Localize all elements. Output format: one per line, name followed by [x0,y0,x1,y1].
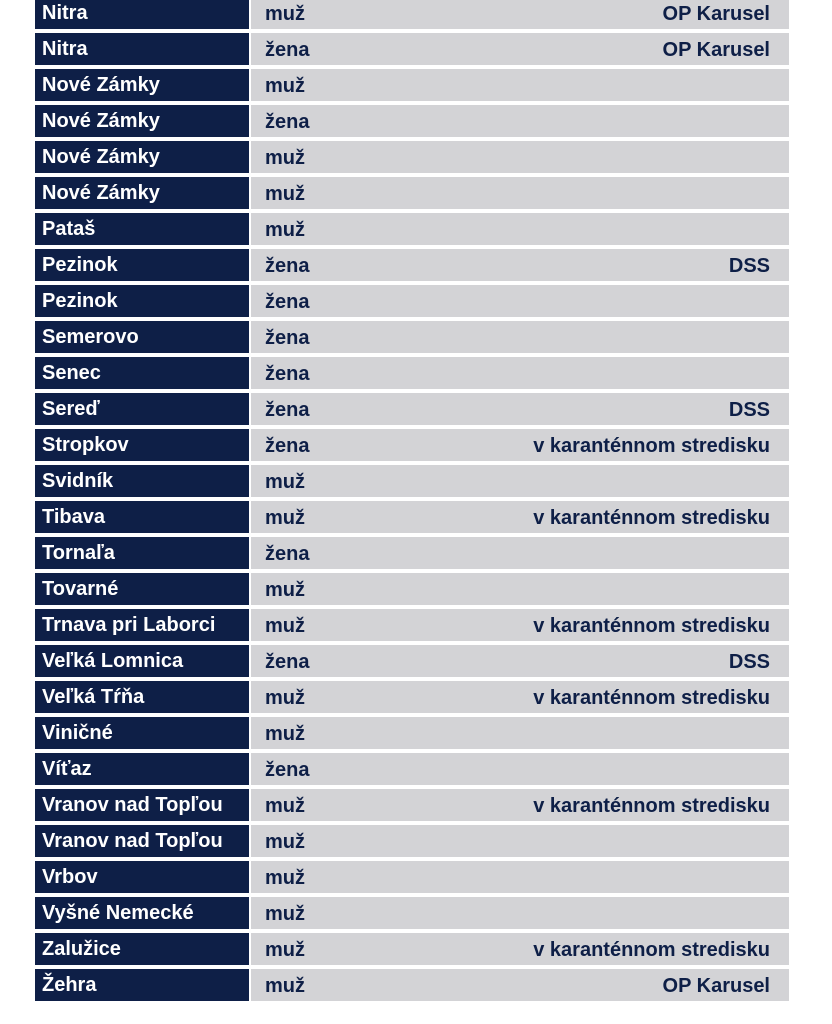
note-cell [451,717,789,749]
city-cell: Nové Zámky [35,105,249,137]
table-row [35,393,789,425]
table-row [35,141,789,173]
city-cell: Nové Zámky [35,141,249,173]
city-cell: Nitra [35,0,249,29]
table-row [35,861,789,893]
data-table [35,0,789,1005]
table-row [35,105,789,137]
table-row [35,33,789,65]
note-cell [451,537,789,569]
table-row [35,321,789,353]
city-cell: Viničné [35,717,249,749]
city-cell: Nové Zámky [35,177,249,209]
gender-cell: žena [251,357,451,389]
city-cell: Semerovo [35,321,249,353]
note-cell [451,321,789,353]
note-cell [451,213,789,245]
gender-cell: muž [251,681,451,713]
table-row [35,753,789,785]
table-row [35,69,789,101]
gender-cell: muž [251,69,451,101]
note-cell [451,177,789,209]
table-row [35,177,789,209]
table-row [35,501,789,533]
gender-cell: muž [251,501,451,533]
note-cell: DSS [451,249,789,281]
city-cell: Tornaľa [35,537,249,569]
gender-cell: žena [251,321,451,353]
note-cell [451,861,789,893]
table-row [35,681,789,713]
gender-cell: žena [251,285,451,317]
note-cell [451,465,789,497]
gender-cell: muž [251,465,451,497]
city-cell: Vranov nad Topľou [35,825,249,857]
note-cell: OP Karusel [451,0,789,29]
table-row [35,429,789,461]
gender-cell: žena [251,105,451,137]
note-cell: v karanténnom stredisku [451,429,789,461]
city-cell: Nitra [35,33,249,65]
note-cell [451,105,789,137]
gender-cell: muž [251,969,451,1001]
city-cell: Pezinok [35,249,249,281]
note-cell [451,285,789,317]
note-cell: OP Karusel [451,969,789,1001]
note-cell: OP Karusel [451,33,789,65]
table-row [35,213,789,245]
city-cell: Senec [35,357,249,389]
gender-cell: muž [251,789,451,821]
gender-cell: žena [251,753,451,785]
city-cell: Stropkov [35,429,249,461]
gender-cell: žena [251,537,451,569]
city-cell: Svidník [35,465,249,497]
table-row [35,357,789,389]
gender-cell: muž [251,897,451,929]
city-cell: Trnava pri Laborci [35,609,249,641]
note-cell [451,69,789,101]
table-row [35,825,789,857]
note-cell: DSS [451,645,789,677]
table-row [35,717,789,749]
gender-cell: muž [251,213,451,245]
city-cell: Tovarné [35,573,249,605]
city-cell: Vyšné Nemecké [35,897,249,929]
gender-cell: žena [251,645,451,677]
note-cell [451,357,789,389]
city-cell: Veľká Lomnica [35,645,249,677]
note-cell: v karanténnom stredisku [451,681,789,713]
note-cell [451,825,789,857]
city-cell: Pezinok [35,285,249,317]
table-row [35,897,789,929]
gender-cell: muž [251,177,451,209]
note-cell [451,573,789,605]
note-cell: v karanténnom stredisku [451,789,789,821]
gender-cell: muž [251,933,451,965]
city-cell: Zalužice [35,933,249,965]
note-cell [451,753,789,785]
table-row [35,249,789,281]
city-cell: Veľká Tŕňa [35,681,249,713]
table-row [35,645,789,677]
city-cell: Pataš [35,213,249,245]
note-cell: DSS [451,393,789,425]
gender-cell: žena [251,249,451,281]
gender-cell: žena [251,429,451,461]
gender-cell: muž [251,825,451,857]
gender-cell: muž [251,141,451,173]
table-row [35,465,789,497]
city-cell: Vranov nad Topľou [35,789,249,821]
table-row [35,537,789,569]
table-row [35,609,789,641]
table-row [35,285,789,317]
gender-cell: žena [251,393,451,425]
table-row [35,0,789,29]
city-cell: Žehra [35,969,249,1001]
gender-cell: žena [251,33,451,65]
gender-cell: muž [251,609,451,641]
table-row [35,573,789,605]
table-row [35,933,789,965]
city-cell: Víťaz [35,753,249,785]
gender-cell: muž [251,573,451,605]
note-cell [451,141,789,173]
city-cell: Sereď [35,393,249,425]
city-cell: Nové Zámky [35,69,249,101]
table-row [35,789,789,821]
gender-cell: muž [251,861,451,893]
table-row [35,969,789,1001]
gender-cell: muž [251,0,451,29]
note-cell: v karanténnom stredisku [451,933,789,965]
city-cell: Tibava [35,501,249,533]
note-cell: v karanténnom stredisku [451,501,789,533]
note-cell [451,897,789,929]
city-cell: Vrbov [35,861,249,893]
gender-cell: muž [251,717,451,749]
note-cell: v karanténnom stredisku [451,609,789,641]
